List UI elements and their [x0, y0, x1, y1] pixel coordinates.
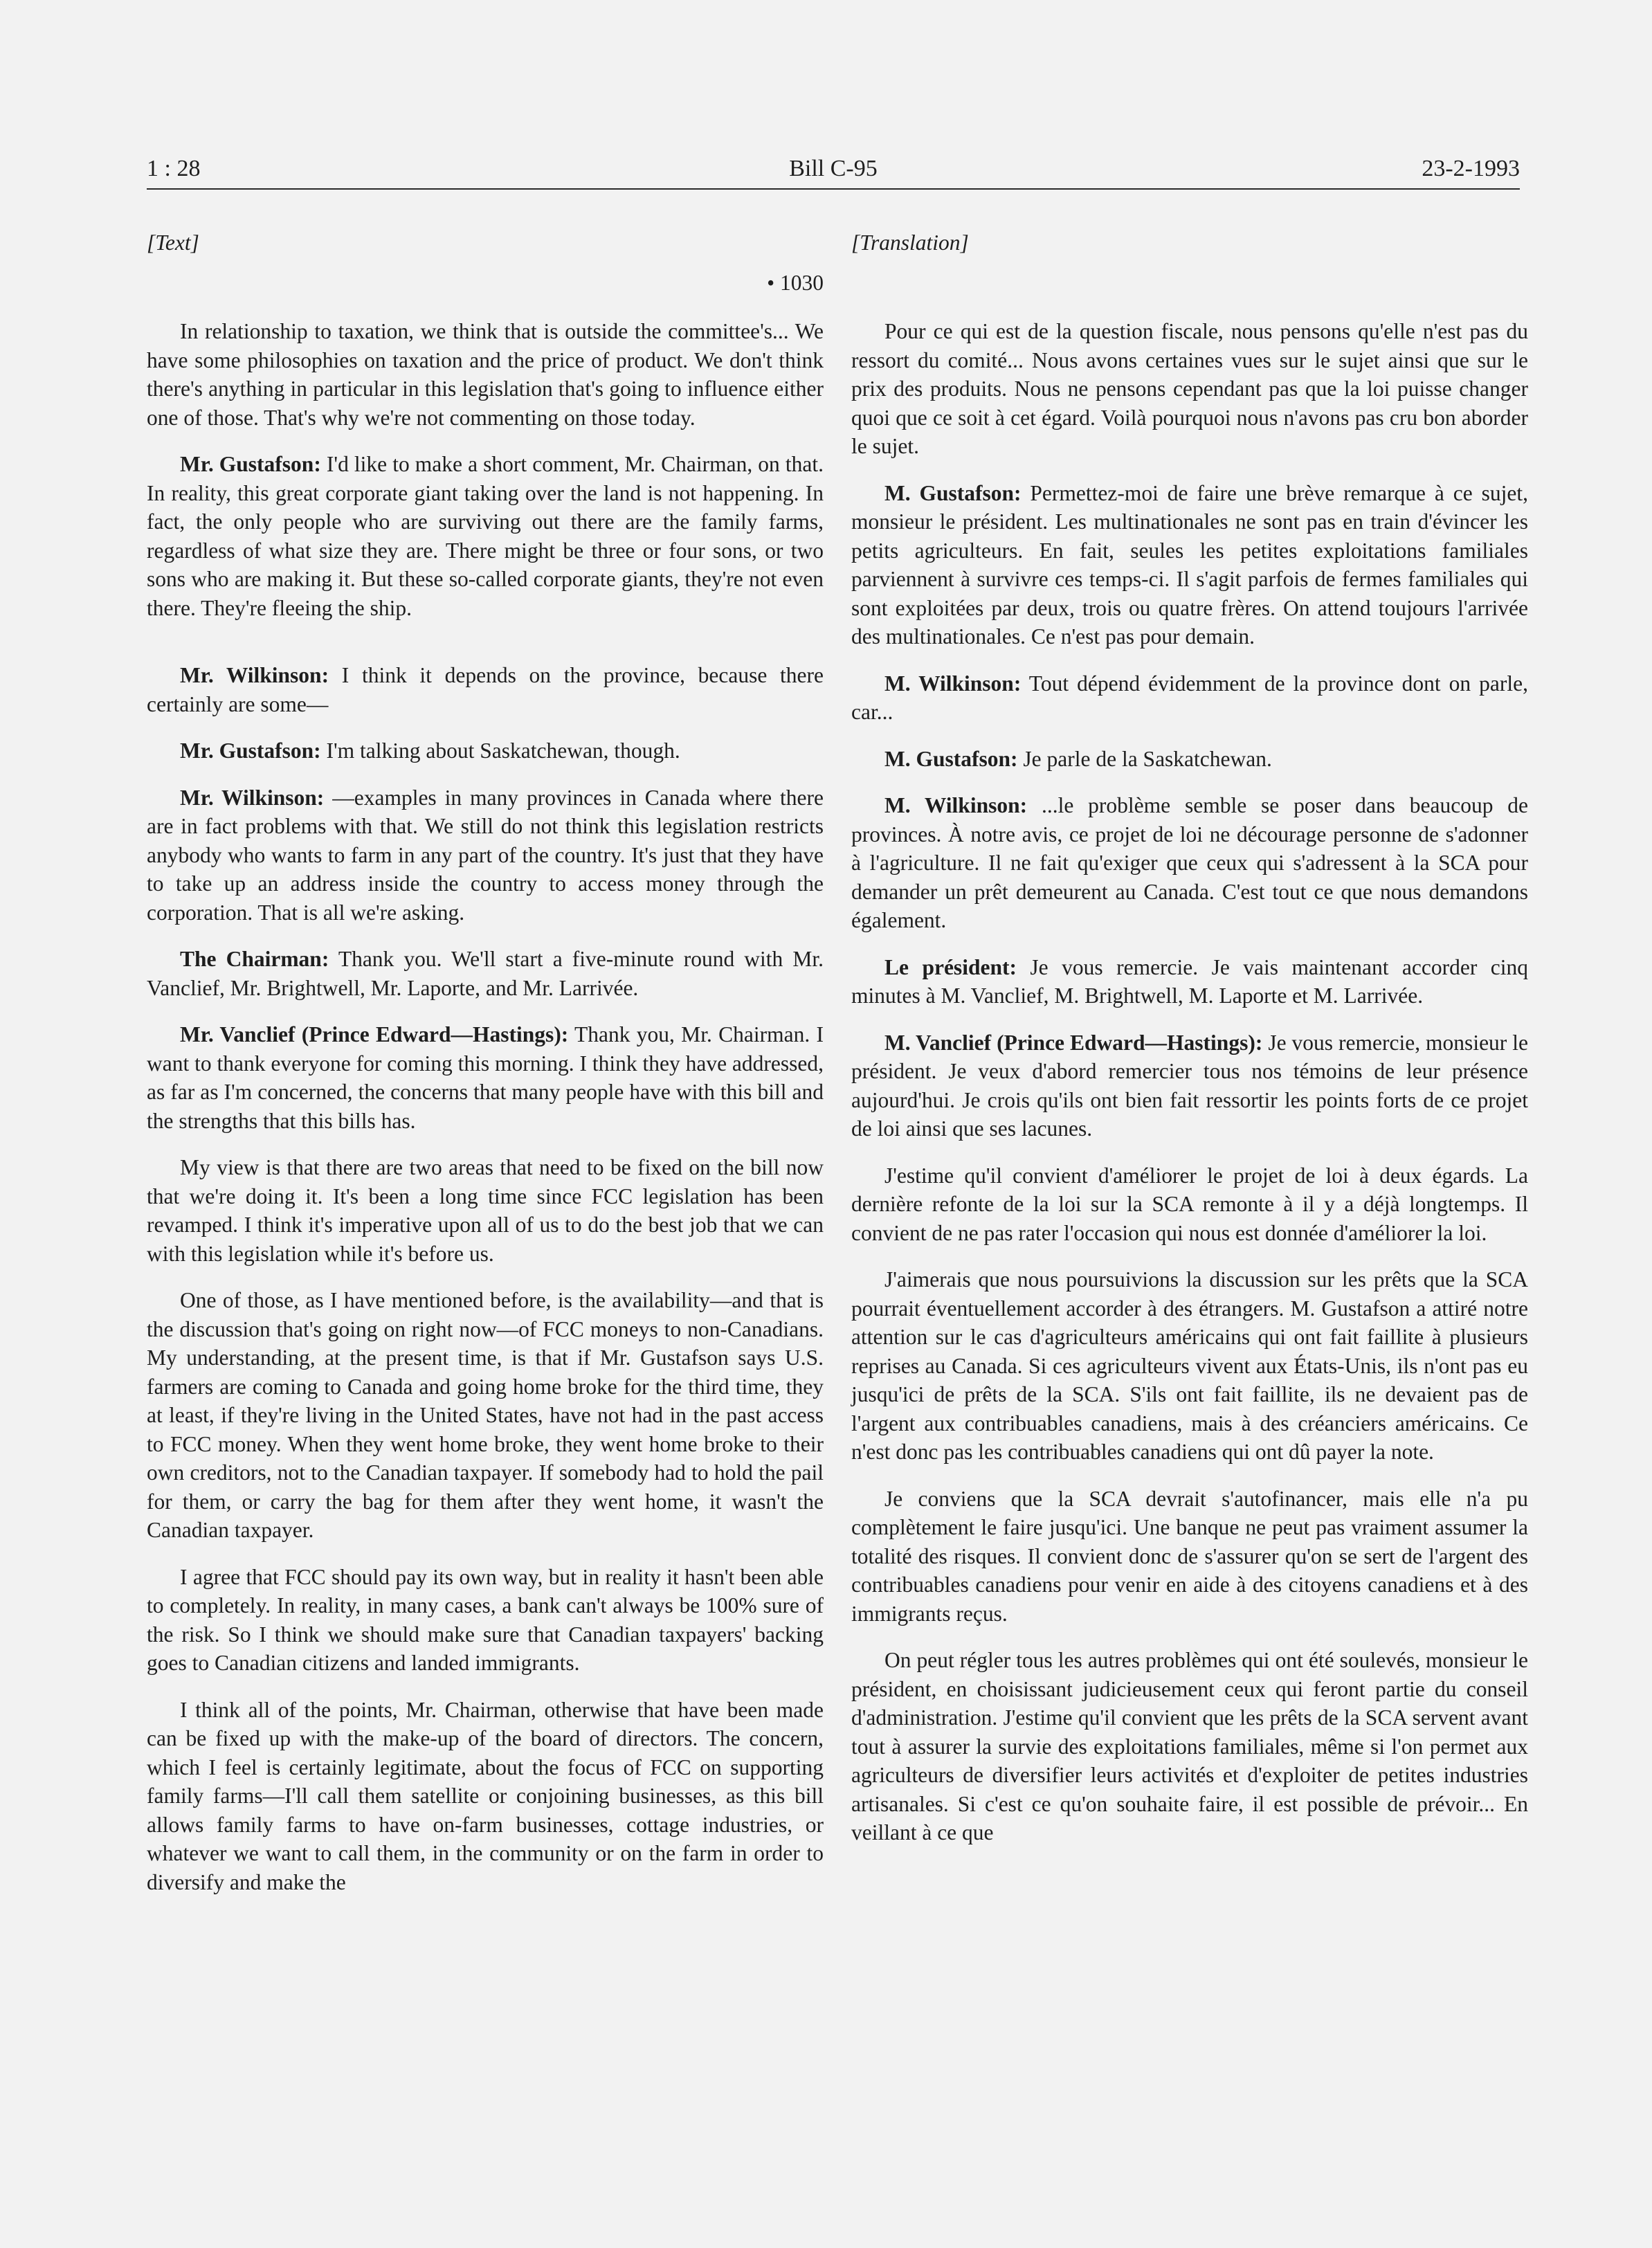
paragraph — [851, 1161, 1528, 1248]
paragraph-text: Thank you. We'll start a five-minute round with Mr. Vanclief, Mr. Brightwell, Mr. Laporte, and Mr. Larrivée. — [147, 947, 824, 1000]
paragraph — [147, 1696, 824, 1897]
paragraph-text: One of those, as I have mentioned before, is the availability—and that is the discussion that's going on right now—of FCC moneys to non-Canadians. My understanding, at the present time, is that if Mr. Gustafson says U.S. farmers are coming to Canada and going home broke for the third time, they at least, if they're living in the United States, have not had in the past access to FCC money. When they went home broke, they went home broke to their own creditors, not to the Canadian taxpayer. If somebody had to hold the pail for them, or carry the bag for them after they went home, it wasn't the Canadian taxpayer. — [147, 1288, 824, 1542]
paragraph — [851, 669, 1528, 727]
marker-spacer — [851, 269, 1528, 317]
speaker-name: M. Gustafson: — [884, 746, 1018, 771]
column-heading: [Translation] — [851, 230, 969, 255]
paragraph — [147, 317, 824, 432]
paragraph-text: I'm talking about Saskatchewan, though. — [326, 738, 680, 763]
paragraph-text: Je vous remercie. Je vais maintenant accorder cinq minutes à M. Vanclief, M. Brightwell, M. Laporte et M. Larrivée. — [851, 954, 1529, 1008]
paragraph-text: Je conviens que la SCA devrait s'autofinancer, mais elle n'a pu complètement le faire jusqu'ici. Une banque ne peut pas vraiment assumer la totalité des risques. Il convient donc de s'assurer qu'on se sert de l'argent des contribuables canadiens pour venir en aide à des citoyens canadiens et à des immigrants reçus. — [851, 1486, 1528, 1626]
paragraph — [147, 1286, 824, 1545]
header-date: 23-2-1993 — [1422, 156, 1520, 181]
paragraph — [147, 661, 824, 718]
speaker-name: M. Gustafson: — [884, 480, 1022, 505]
speaker-name: M. Wilkinson: — [884, 793, 1028, 817]
paragraph-text: Permettez-moi de faire une brève remarque à ce sujet, monsieur le président. Les multinationales ne sont pas en train d'évincer les petits agriculteurs. En fait, seules les petites exploitations familiales parviennent à survivre ces temps-ci. Il s'agit parfois de fermes familiales qui sont exploitées par deux, trois ou quatre frères. On attend toujours l'arrivée des multinationales. Ce n'est pas pour demain. — [851, 480, 1528, 649]
speaker-name: The Chairman: — [180, 947, 329, 971]
page-header — [147, 154, 1520, 188]
paragraph — [851, 1265, 1528, 1467]
paragraph-text: J'aimerais que nous poursuivions la discussion sur les prêts que la SCA pourrait éventuellement accorder à des étrangers. M. Gustafson a attiré notre attention sur le cas d'agriculteurs américains qui ont fait faillite à plusieurs reprises au Canada. Si ces agriculteurs vivent aux États-Unis, ils n'ont pas eu jusqu'ici de prêts de la SCA. S'ils ont fait faillite, ils ne devaient pas de l'argent aux contribuables canadiens, mais à des créanciers américains. Ce n'est donc pas les contribuables canadiens qui ont dû payer la note. — [851, 1267, 1528, 1464]
paragraph-text: In relationship to taxation, we think that is outside the committee's... We have some philosophies on taxation and the price of product. We don't think there's anything in particular in this legislation that's going to influence either one of those. That's why we're not commenting on those today. — [147, 319, 824, 430]
paragraph-text: On peut régler tous les autres problèmes qui ont été soulevés, monsieur le président, en choisissant judicieusement ceux qui feront partie du conseil d'administration. J'estime qu'il convient que les prêts de la SCA servent avant tout à assurer la survie des exploitations familiales, même si l'on permet aux agriculteurs de diversifier leurs activités et d'exploiter de petites industries artisanales. Si c'est ce qu'on souhaite faire, il est possible de prévoir... En veillant à ce que — [851, 1648, 1528, 1844]
paragraph-text: Je parle de la Saskatchewan. — [1023, 746, 1272, 771]
paragraph — [851, 953, 1528, 1010]
paragraph — [147, 945, 824, 1002]
paragraph-text: ...le problème semble se poser dans beaucoup de provinces. À notre avis, ce projet de loi ne décourage personne de s'adonner à l'agriculture. Il ne fait qu'exiger que ceux qui s'adressent à la SCA pour demander un prêt demeurent au Canada. C'est tout ce que nous demandons également. — [851, 793, 1529, 932]
paragraph-text: I think it depends on the province, because there certainly are some— — [147, 663, 824, 716]
paragraph — [147, 1153, 824, 1268]
paragraph — [147, 1563, 824, 1678]
english-column — [147, 228, 824, 1914]
speaker-name: Le président: — [884, 954, 1017, 979]
speaker-name: Mr. Gustafson: — [180, 452, 321, 476]
paragraph-text: Je vous remercie, monsieur le président. Je veux d'abord remercier tous nos témoins de leur présence aujourd'hui. Je crois qu'ils ont bien fait ressortir les points forts de ce projet de loi ainsi que ses lacunes. — [851, 1030, 1529, 1141]
paragraph-text: Thank you, Mr. Chairman. I want to thank everyone for coming this morning. I think they have addressed, as far as I'm concerned, the concerns that many people have with this bill and the strengths that this bills has. — [147, 1022, 824, 1133]
time-marker: • 1030 — [767, 271, 824, 295]
paragraph-text: Pour ce qui est de la question fiscale, nous pensons qu'elle n'est pas du ressort du comité... Nous avons certaines vues sur le sujet ainsi que sur le prix des produits. Nous ne pensons cependant pas que la loi puisse changer quoi que ce soit à cet égard. Voilà pourquoi nous n'avons pas cru bon aborder le sujet. — [851, 319, 1528, 458]
speaker-name: Mr. Wilkinson: — [180, 785, 325, 810]
speaker-name: M. Wilkinson: — [884, 671, 1022, 696]
speaker-name: Mr. Wilkinson: — [180, 663, 329, 687]
paragraph-text: I'd like to make a short comment, Mr. Chairman, on that. In reality, this great corporate giant taking over the land is not happening. In fact, the only people who are surviving out there are the family farms, regardless of what size they are. There might be three or four sons, or two sons who are making it. But these so-called corporate giants, they're not even there. They're fleeing the ship. — [147, 452, 824, 620]
bill-title: Bill C-95 — [789, 156, 878, 181]
paragraph-text: I agree that FCC should pay its own way, but in reality it hasn't been able to completely. In reality, in many cases, a bank can't always be 100% sure of the risk. So I think we should make sure that Canadian taxpayers' backing goes to Canadian citizens and landed immigrants. — [147, 1564, 824, 1675]
paragraph — [851, 1646, 1528, 1847]
paragraph — [147, 783, 824, 927]
paragraph-text: —examples in many provinces in Canada where there are in fact problems with that. We still do not think this legislation restricts anybody who wants to farm in any part of the country. It's just that they have to take up an address inside the country to access money through the corporation. That is all we're asking. — [147, 785, 824, 925]
paragraph — [147, 450, 824, 622]
speaker-name: Mr. Gustafson: — [180, 738, 321, 763]
paragraph — [851, 317, 1528, 461]
paragraph — [147, 736, 824, 765]
paragraph — [147, 1020, 824, 1135]
paragraph — [851, 745, 1528, 774]
paragraph — [851, 479, 1528, 651]
paragraph — [851, 791, 1528, 935]
spacer — [147, 640, 824, 661]
column-heading: [Text] — [147, 230, 199, 255]
paragraph-text: I think all of the points, Mr. Chairman, otherwise that have been made can be fixed up with the make-up of the board of directors. The concern, which I feel is certainly legitimate, about the focus of FCC on supporting family farms—I'll call them satellite or conjoining businesses, as this bill allows family farms to have on-farm businesses, cottage industries, or whatever we want to call them, in the community or on the farm in order to diversify and make the — [147, 1697, 824, 1894]
speaker-name: M. Vanclief (Prince Edward—Hastings): — [884, 1030, 1263, 1055]
speaker-name: Mr. Vanclief (Prince Edward—Hastings): — [180, 1022, 569, 1046]
page-number: 1 : 28 — [147, 156, 201, 181]
paragraph — [851, 1028, 1528, 1143]
paragraph-text: J'estime qu'il convient d'améliorer le projet de loi à deux égards. La dernière refonte de la loi sur la SCA remonte à il y a déjà longtemps. Il convient de ne pas rater l'occasion qui nous est donnée d'améliorer la loi. — [851, 1163, 1528, 1245]
french-column — [851, 228, 1528, 1865]
header-rule — [147, 188, 1520, 190]
paragraph-text: My view is that there are two areas that need to be fixed on the bill now that we're doing it. It's been a long time since FCC legislation has been revamped. I think it's imperative upon all of us to do the best job that we can with this legislation while it's before us. — [147, 1155, 824, 1266]
paragraph — [851, 1485, 1528, 1629]
paragraph-text: Tout dépend évidemment de la province dont on parle, car... — [851, 671, 1528, 724]
